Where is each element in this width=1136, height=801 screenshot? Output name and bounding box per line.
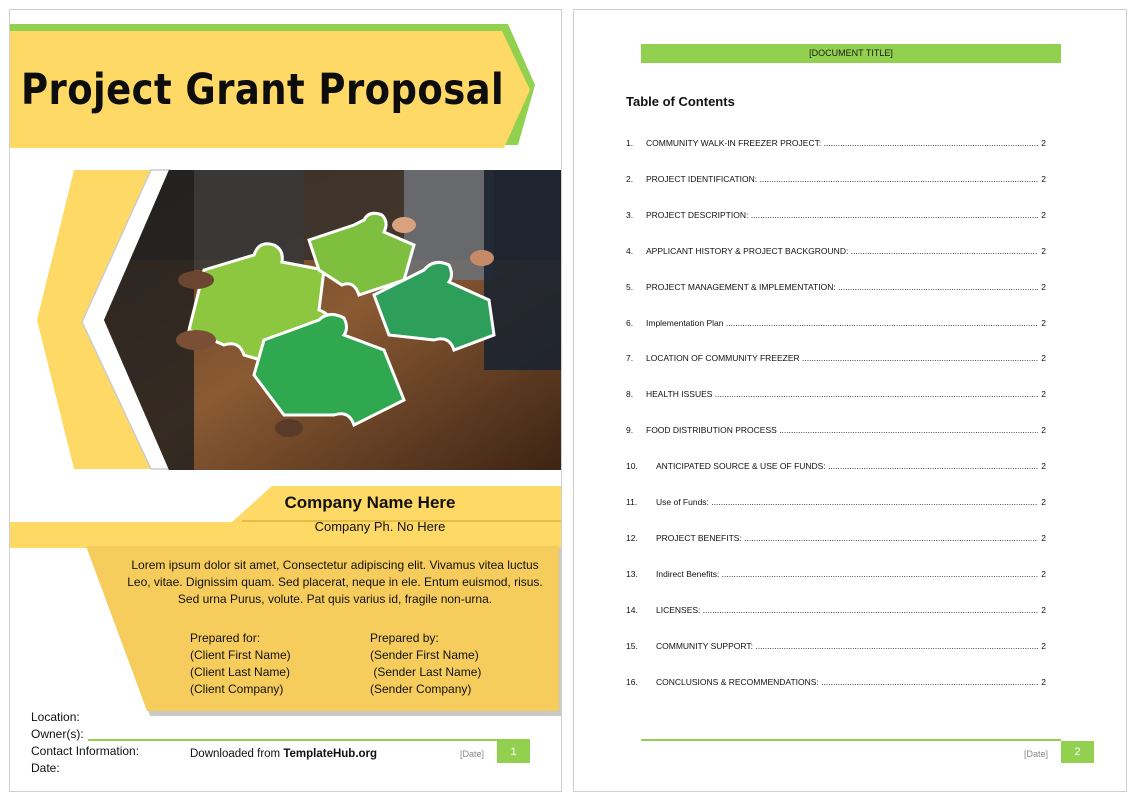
- toc-page-number: 2: [1041, 640, 1046, 651]
- company-name: Company Name Here: [284, 493, 456, 512]
- client-first-name: (Client First Name): [190, 648, 291, 662]
- toc-number: 14.: [626, 604, 638, 615]
- page-1: [9, 9, 562, 792]
- toc-number: 16.: [626, 676, 638, 687]
- sender-first-name: (Sender First Name): [370, 648, 479, 662]
- toc-number: 5.: [626, 281, 634, 292]
- page-2: [573, 9, 1127, 792]
- location-label: Location:: [31, 710, 80, 724]
- toc-number: 4.: [626, 245, 634, 256]
- toc-page-number: 2: [1041, 532, 1046, 543]
- company-strip: [10, 522, 562, 548]
- download-site[interactable]: TemplateHub.org: [283, 748, 378, 760]
- toc-entry[interactable]: [626, 641, 1046, 655]
- toc-number: 3.: [626, 209, 634, 220]
- toc-entry[interactable]: [626, 533, 1046, 547]
- toc-number: 8.: [626, 389, 634, 400]
- toc-number: 9.: [626, 425, 634, 436]
- toc-title: COMMUNITY WALK-IN FREEZER PROJECT: .....: [646, 138, 1038, 148]
- toc-entry[interactable]: [626, 389, 1046, 403]
- page-number: 1: [497, 741, 530, 763]
- toc-number: 15.: [626, 640, 638, 651]
- toc-title: ANTICIPATED SOURCE & USE OF FUNDS: .....: [656, 461, 1038, 471]
- toc-entry[interactable]: [626, 497, 1046, 511]
- cover-meta: [31, 709, 139, 777]
- toc-title: Use of Funds: .....: [656, 497, 1038, 507]
- toc-entry[interactable]: [626, 605, 1046, 619]
- toc-page-number: 2: [1041, 676, 1046, 687]
- sender-last-name: (Sender Last Name): [370, 665, 482, 679]
- date-label: Date:: [31, 761, 60, 775]
- company-phone: Company Ph. No Here: [314, 519, 446, 534]
- toc-page-number: 2: [1041, 425, 1046, 436]
- toc-entry[interactable]: [626, 138, 1046, 152]
- toc-number: 10.: [626, 461, 638, 472]
- toc-page-number: 2: [1041, 353, 1046, 364]
- puzzle-meeting-photo: [104, 170, 562, 470]
- sender-company: (Sender Company): [370, 682, 472, 696]
- prepared-by-block: [370, 630, 481, 698]
- toc-entry[interactable]: [626, 425, 1046, 439]
- toc-entry[interactable]: [626, 246, 1046, 260]
- toc-title: LICENSES: .....: [656, 605, 1038, 615]
- download-credit: [190, 748, 377, 760]
- toc-entry[interactable]: [626, 353, 1046, 367]
- toc-page-number: 2: [1041, 245, 1046, 256]
- toc-title: HEALTH ISSUES .....: [646, 389, 1038, 399]
- toc-title: Implementation Plan .....: [646, 318, 1038, 328]
- toc-entry[interactable]: [626, 210, 1046, 224]
- prepared-by-label: Prepared by:: [370, 631, 439, 645]
- footer-rule: [641, 739, 1061, 741]
- toc-page-number: 2: [1041, 568, 1046, 579]
- page-number: 2: [1061, 741, 1094, 763]
- client-company: (Client Company): [190, 682, 284, 696]
- summary-text: Lorem ipsum dolor sit amet, Consectetur adipiscing elit. Vivamus vitea luctus Leo, vitae. Dignissim quam. Sed placerat, neque in ele. Entum euismod, risus. Sed urna Purus, volute. Pat quis varius id, fragile non-urna.: [127, 558, 543, 606]
- toc-title: PROJECT IDENTIFICATION: .....: [646, 174, 1038, 184]
- toc-title: APPLICANT HISTORY & PROJECT BACKGROUND: .....: [646, 246, 1038, 256]
- prepared-for-label: Prepared for:: [190, 631, 261, 645]
- toc-page-number: 2: [1041, 497, 1046, 507]
- toc-title: PROJECT DESCRIPTION: .....: [646, 210, 1038, 220]
- toc-title: FOOD DISTRIBUTION PROCESS .....: [646, 425, 1038, 435]
- toc-entry[interactable]: [626, 461, 1046, 475]
- toc-number: 1.: [626, 138, 634, 148]
- toc-page-number: 2: [1041, 138, 1046, 148]
- toc-page-number: 2: [1041, 173, 1046, 184]
- toc-title: PROJECT BENEFITS: .....: [656, 533, 1038, 543]
- toc-title: COMMUNITY SUPPORT: .....: [656, 641, 1038, 651]
- toc-title: Indirect Benefits: .....: [656, 569, 1038, 579]
- prepared-for-block: [190, 630, 291, 698]
- toc-title: CONCLUSIONS & RECOMMENDATIONS: .....: [656, 677, 1038, 687]
- toc-entry[interactable]: [626, 282, 1046, 296]
- toc-number: 12.: [626, 532, 638, 543]
- toc-page-number: 2: [1041, 461, 1046, 472]
- toc-page-number: 2: [1041, 389, 1046, 400]
- toc-number: 11.: [626, 497, 638, 507]
- owners-label: Owner(s):: [31, 727, 84, 741]
- date-field[interactable]: [Date]: [1024, 749, 1049, 759]
- toc-heading: Table of Contents: [626, 94, 735, 109]
- toc-title: PROJECT MANAGEMENT & IMPLEMENTATION: .....: [646, 282, 1038, 292]
- toc-number: 6.: [626, 317, 634, 328]
- toc-entry[interactable]: [626, 569, 1046, 583]
- toc-number: 13.: [626, 568, 638, 579]
- toc-entry[interactable]: [626, 174, 1046, 188]
- toc-entry[interactable]: [626, 318, 1046, 332]
- contact-label: Contact Information:: [31, 744, 140, 758]
- toc-entry[interactable]: [626, 677, 1046, 691]
- toc-page-number: 2: [1041, 281, 1046, 292]
- client-last-name: (Client Last Name): [190, 665, 291, 679]
- date-field[interactable]: [Date]: [460, 749, 485, 759]
- footer-rule: [88, 739, 530, 741]
- download-prefix: Downloaded from: [190, 748, 284, 760]
- document-title-field[interactable]: [DOCUMENT TITLE]: [641, 44, 1061, 63]
- toc-page-number: 2: [1041, 604, 1046, 615]
- toc-title: LOCATION OF COMMUNITY FREEZER .....: [646, 353, 1038, 363]
- toc-number: 7.: [626, 353, 634, 364]
- toc-page-number: 2: [1041, 317, 1046, 328]
- toc-number: 2.: [626, 173, 634, 184]
- toc-page-number: 2: [1041, 209, 1046, 220]
- document-title: Project Grant Proposal: [21, 65, 505, 115]
